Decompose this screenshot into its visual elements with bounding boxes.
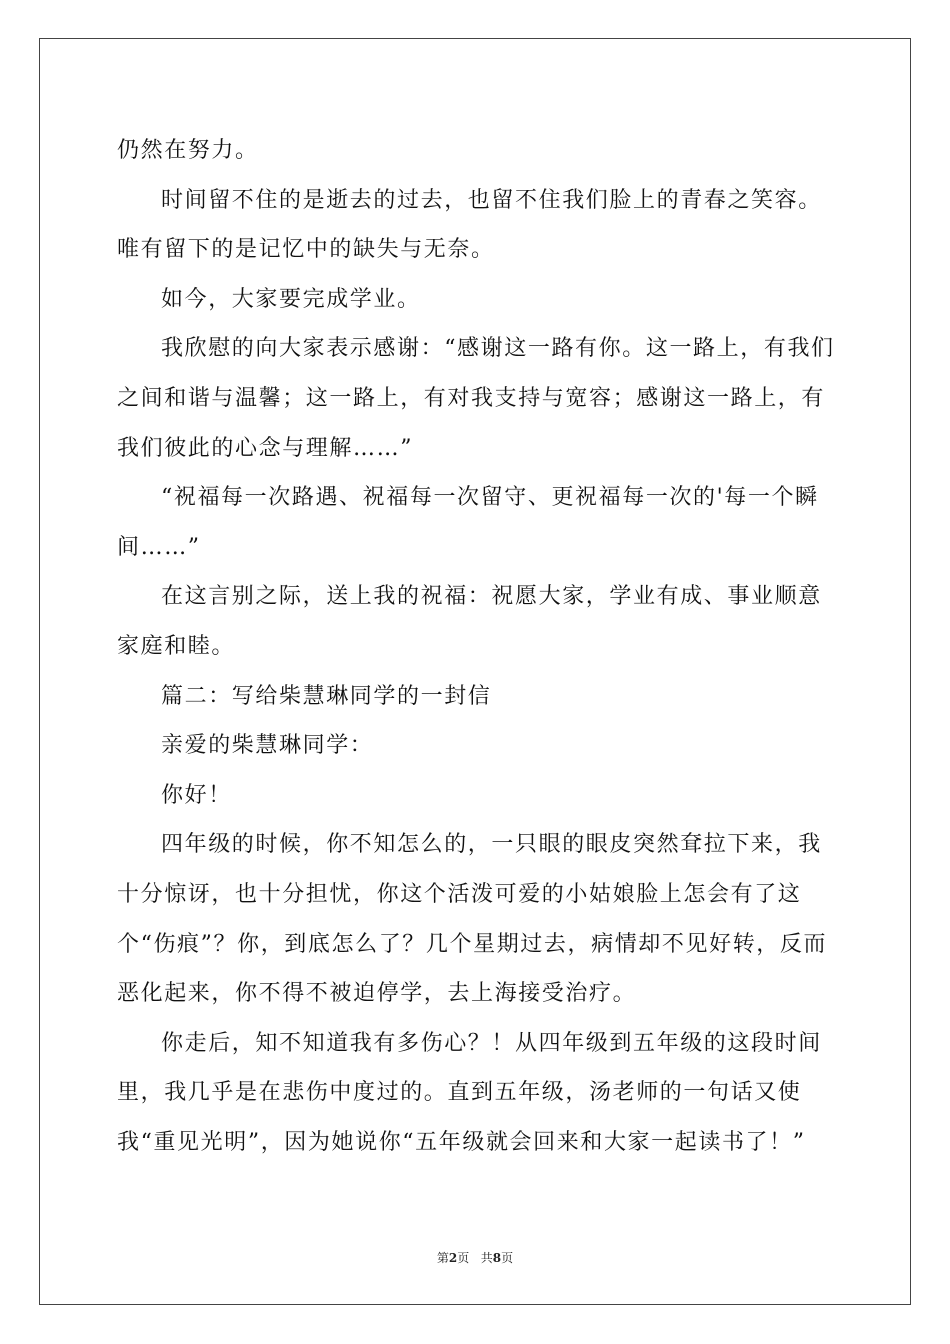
total-label-suffix: 页 xyxy=(501,1251,514,1265)
paragraph-1: 仍然在努力。 xyxy=(117,138,259,163)
page-label-prefix: 第 xyxy=(436,1251,449,1265)
page-footer xyxy=(0,1249,950,1266)
paragraph-11: 你走后，知不知道我有多伤心？！从四年级到五年级的这段时间里，我几乎是在悲伤中度过的。直到五年级，汤老师的一句话又使我“重见光明”，因为她说你“五年级就会回来和大家一起读书了！” xyxy=(117,1030,822,1155)
document-body xyxy=(117,126,835,1167)
paragraph-4: 我欣慰的向大家表示感谢：“感谢这一路有你。这一路上，有我们之间和谐与温馨；这一路上，有对我支持与宽容；感谢这一路上，有我们彼此的心念与理解……” xyxy=(117,336,835,461)
letter-greeting: 你好！ xyxy=(161,782,232,808)
total-label-prefix: 共 xyxy=(480,1251,493,1265)
paragraph-5: “祝福每一次路遇、祝福每一次留守、更祝福每一次的'每一个瞬间……” xyxy=(117,485,819,560)
paragraph-10: 四年级的时候，你不知怎么的，一只眼的眼皮突然耷拉下来，我十分惊讶，也十分担忧，你这个活泼可爱的小姑娘脸上怎会有了这个“伤痕”？你，到底怎么了？几个星期过去，病情却不见好转，反而恶化起来，你不得不被迫停学，去上海接受治疗。 xyxy=(117,832,828,1007)
paragraph-2: 时间留不住的是逝去的过去，也留不住我们脸上的青春之笑容。唯有留下的是记忆中的缺失与无奈。 xyxy=(117,187,822,263)
total-pages: 8 xyxy=(492,1251,502,1265)
paragraph-6: 在这言别之际，送上我的祝福：祝愿大家，学业有成、事业顺意家庭和睦。 xyxy=(117,584,822,659)
paragraph-3: 如今，大家要完成学业。 xyxy=(161,286,421,312)
letter-salutation: 亲爱的柴慧琳同学： xyxy=(161,733,374,759)
section-heading: 篇二：写给柴慧琳同学的一封信 xyxy=(161,683,492,709)
page-number: 2 xyxy=(448,1251,458,1265)
page-label-suffix: 页 xyxy=(457,1251,470,1265)
